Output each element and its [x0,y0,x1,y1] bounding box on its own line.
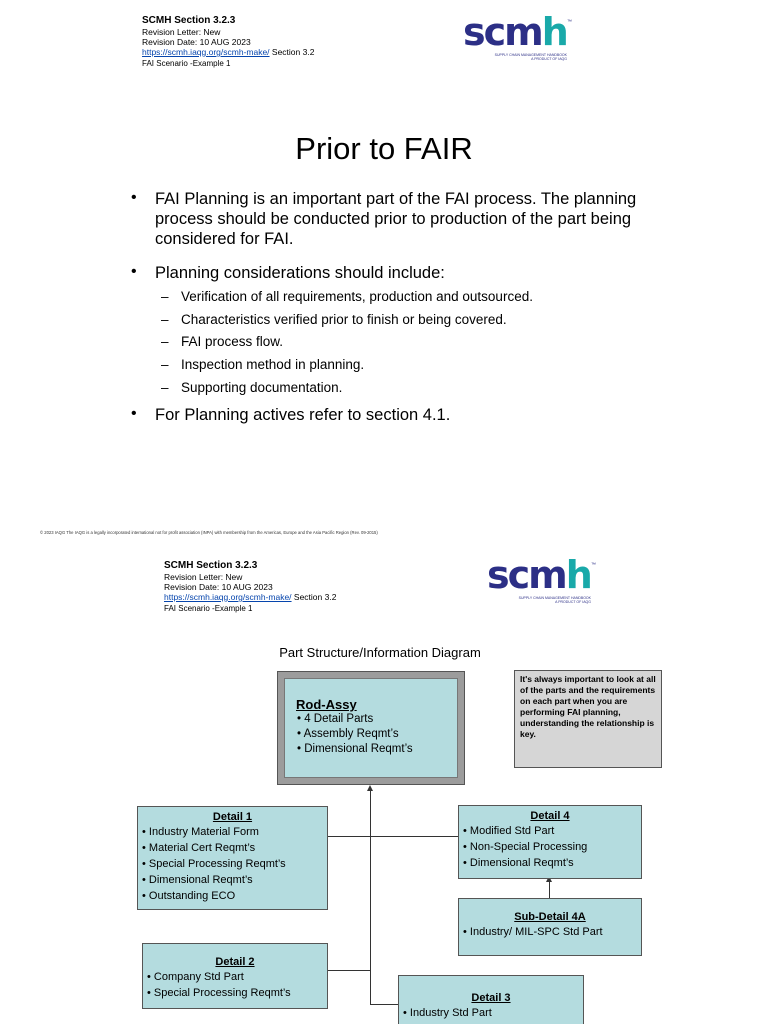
note-box: It's always important to look at all of the parts and the requirements on each part when you are performing FAI planning, understanding the relationship is key. [514,670,662,768]
detail-1-title: Detail 1 [212,811,253,823]
list-item: • Industry/ MIL-SPC Std Part [463,926,603,938]
scmh-logo: scmh ™ SUPPLY CHAIN MANAGEMENT HANDBOOK A PRODUCT OF IAQG [463,10,572,61]
revision-letter: Revision Letter: New [164,572,243,582]
detail-1-box [137,806,328,910]
bullet-2: • Planning considerations should include: [131,263,445,282]
list-item: • 4 Detail Parts [297,713,374,725]
section-title: SCMH Section 3.2.3 [142,15,236,26]
detail-2-title: Detail 2 [215,956,255,968]
list-item: • Dimensional Reqmt’s [142,874,253,886]
revision-date: Revision Date: 10 AUG 2023 [142,37,251,47]
connector-detail1-4 [328,836,458,837]
sub-bullet: – Inspection method in planning. [161,357,365,372]
arrow-to-rod [367,785,373,791]
list-item: • Assembly Reqmt’s [297,728,399,740]
diagram-title: Part Structure/Information Diagram [279,645,481,660]
detail-2-box [142,943,328,1009]
header-block-1 [142,15,314,69]
scmh-logo: scmh ™ SUPPLY CHAIN MANAGEMENT HANDBOOK A PRODUCT OF IAQG [487,553,596,604]
list-item: • Material Cert Reqmt’s [142,842,256,854]
section-title: SCMH Section 3.2.3 [164,560,258,571]
scmh-link[interactable]: https://scmh.iaqg.org/scmh-make/ [164,592,292,602]
list-item: • Outstanding ECO [142,890,236,902]
list-item: • Dimensional Reqmt’s [297,743,413,755]
revision-date: Revision Date: 10 AUG 2023 [164,582,273,592]
detail-3-title: Detail 3 [471,992,511,1004]
connector-detail2 [328,970,370,971]
sub-bullet: – Supporting documentation. [161,380,343,395]
rod-assy-box [277,671,465,785]
scmh-link[interactable]: https://scmh.iaqg.org/scmh-make/ [142,47,270,57]
list-item: • Dimensional Reqmt’s [463,857,574,869]
list-item: • Special Processing Reqmt’s [142,858,286,870]
revision-letter: Revision Letter: New [142,27,221,37]
bullet-3: • For Planning actives refer to section 4.1. [131,405,451,424]
sub-detail-4a-box [458,898,642,956]
connector-trunk [370,790,371,1005]
connector-detail3 [370,1004,398,1005]
scenario-label: FAI Scenario -Example 1 [164,604,253,613]
sub-detail-4a-title: Sub-Detail 4A [514,911,586,923]
list-item: • Non-Special Processing [463,841,588,853]
detail-4-title: Detail 4 [530,810,570,822]
sub-bullet: – Verification of all requirements, production and outsourced. [161,289,533,304]
scenario-label: FAI Scenario -Example 1 [142,59,231,68]
detail-4-box [458,805,642,879]
header-block-2 [164,560,336,614]
sub-bullet: – Characteristics verified prior to finish or being covered. [161,312,507,327]
rod-assy-title: Rod-Assy [296,697,357,712]
list-item: • Industry Std Part [403,1007,492,1019]
connector-subdetail [549,880,550,898]
list-item: • Industry Material Form [142,826,259,838]
copyright-footer: © 2023 IAQG The IAQG is a legally incorporated international not for profit association (INPA) with membership from the Americas, Europe and the Asia Pacific Region (Rev. 09-2015) [40,530,378,535]
link-suffix: Section 3.2 [269,47,315,57]
list-item: • Special Processing Reqmt’s [147,987,291,999]
detail-3-box [398,975,584,1024]
slide-title: Prior to FAIR [295,131,473,166]
link-suffix: Section 3.2 [291,592,337,602]
list-item: • Company Std Part [147,971,244,983]
sub-bullet: – FAI process flow. [161,334,284,349]
bullet-1: • FAI Planning is an important part of the FAI process. The planning process should be conducted prior to production of the part being considered for FAI. [131,189,637,248]
list-item: • Modified Std Part [463,825,555,837]
